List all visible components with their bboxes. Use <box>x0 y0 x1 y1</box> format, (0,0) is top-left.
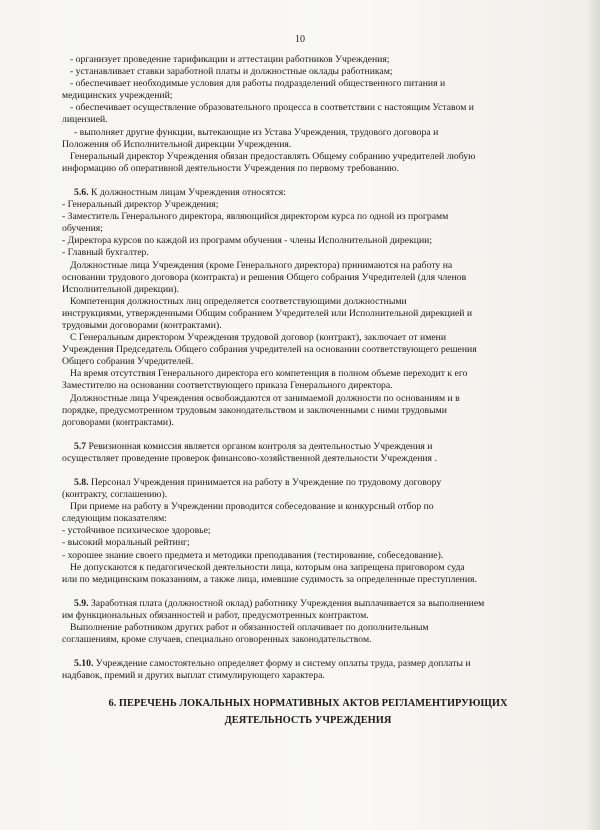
line-text: трудовыми договорами (контрактами). <box>62 319 222 331</box>
text-line <box>62 260 554 272</box>
line-text: - организует проведение тарификации и аттестации работников Учреждения; <box>70 54 390 65</box>
text-line <box>62 393 554 405</box>
line-text: следующим показателям: <box>62 513 167 525</box>
line-text: Исполнительной дирекции). <box>62 283 179 295</box>
line-text: Не допускаются к педагогической деятельности лица, которым она запрещена приговором суда <box>70 561 465 573</box>
line-text: Положения об Исполнительной дирекции Учреждения. <box>62 138 292 150</box>
text-line <box>62 211 554 223</box>
text-line <box>62 114 554 126</box>
text-line <box>62 441 554 453</box>
text-line <box>62 199 554 211</box>
text-line <box>62 247 554 259</box>
text-line <box>62 320 554 332</box>
text-line <box>62 223 554 235</box>
line-text: Общего собрания Учредителей. <box>62 356 194 368</box>
section-number: 5.6. <box>74 186 89 198</box>
text-line <box>62 54 554 66</box>
text-line <box>62 453 554 465</box>
section-heading: 6. ПЕРЕЧЕНЬ ЛОКАЛЬНЫХ НОРМАТИВНЫХ АКТОВ РЕГЛАМЕНТИРУЮЩИХ <box>108 698 508 710</box>
line-text: Должностные лица Учреждения (кроме Генерального директора) принимаются на работу на <box>70 259 453 271</box>
line-text: обучения; <box>62 223 103 235</box>
paragraph-gap <box>62 682 554 694</box>
line-text: На время отсутствия Генерального директора его компетенция в полном объеме переходит к его <box>70 368 468 380</box>
line-text: Учреждения Председатель Общего собрания учредителей на основании соответствующего решения <box>62 344 477 356</box>
text-line <box>62 634 554 646</box>
text-line <box>62 187 554 199</box>
text-line <box>62 163 554 175</box>
text-line <box>62 574 554 586</box>
text-line <box>62 332 554 344</box>
line-text: - хорошее знание своего предмета и методики преподавания (тестирование, собеседование). <box>62 549 444 561</box>
text-line <box>62 344 554 356</box>
line-text: информацию об оперативной деятельности Учреждения по первому требованию. <box>62 162 399 174</box>
document-body <box>62 54 554 727</box>
line-text: - Заместитель Генерального директора, являющийся директором курса по одной из программ <box>62 211 449 223</box>
text-line <box>62 78 554 90</box>
paragraph-gap <box>62 175 554 187</box>
section-number: 5.10. <box>74 658 94 670</box>
text-line <box>62 127 554 139</box>
text-line <box>62 658 554 670</box>
text-line <box>62 610 554 622</box>
text-line <box>62 670 554 682</box>
text-line <box>62 284 554 296</box>
line-text: - устанавливает ставки заработной платы и должностные оклады работникам; <box>70 66 393 78</box>
text-line <box>62 296 554 308</box>
page-number: 10 <box>295 34 305 45</box>
line-text: При приеме на работу в Учреждении проводится собеседование и конкурсный отбор по <box>70 501 434 513</box>
text-line <box>62 272 554 284</box>
text-line <box>62 562 554 574</box>
text-line <box>62 489 554 501</box>
line-text: договорами (контрактами). <box>62 416 174 428</box>
text-line <box>62 501 554 513</box>
text-line <box>62 66 554 78</box>
line-text: порядке, предусмотренном трудовым законодательством и заключенными с ними трудовыми <box>62 404 447 416</box>
paragraph-gap <box>62 429 554 441</box>
line-text: (контракту, соглашению). <box>62 489 168 501</box>
line-text: С Генеральным директором Учреждения трудовой договор (контракт), заключает от имени <box>70 332 446 344</box>
line-text: надбавок, премий и других выплат стимулирующего характера. <box>62 670 325 682</box>
line-text: им функциональных обязанностей и работ, предусмотренных контрактом. <box>62 609 369 621</box>
line-text: - Директора курсов по каждой из программ обучения - члены Исполнительной дирекции; <box>62 235 433 247</box>
line-text: Заместителю на основании соответствующего приказа Генерального директора. <box>62 380 393 392</box>
text-line <box>62 308 554 320</box>
section-heading: ДЕЯТЕЛЬНОСТЬ УЧРЕЖДЕНИЯ <box>224 714 392 726</box>
line-text: соглашениям, кроме случаев, специально оговоренных законодательством. <box>62 634 372 646</box>
text-line <box>62 90 554 102</box>
line-text: осуществляет проведение проверок финансово-хозяйственной деятельности Учреждения . <box>62 452 437 464</box>
line-text: Заработная плата (должностной оклад) работнику Учреждения выплачивается за выполнением <box>88 597 485 609</box>
line-text: Учреждение самостоятельно определяет форму и систему оплаты труда, размер доплаты и <box>93 658 471 670</box>
section-number: 5.9. <box>74 597 89 609</box>
text-line <box>62 151 554 163</box>
text-line <box>62 598 554 610</box>
scan-edge-shadow <box>586 0 600 830</box>
text-line <box>62 356 554 368</box>
line-text: лицензией. <box>62 114 108 126</box>
line-text: основании трудового договора (контракта) и решения Общего собрания Учредителей (для членов <box>62 271 467 283</box>
paragraph-gap <box>62 586 554 598</box>
line-text: инструкциями, утвержденными Общим собранием Учредителей или Исполнительной дирекцией и <box>62 307 473 319</box>
line-text: - обеспечивает осуществление образовательного процесса в соответствии с настоящим Уставом и <box>70 102 474 114</box>
text-line <box>62 405 554 417</box>
line-text: Ревизионная комиссия является органом контроля за деятельностью Учреждения и <box>86 440 433 452</box>
line-text: Должностные лица Учреждения освобождаются от занимаемой должности по основаниям и в <box>70 392 460 404</box>
text-line <box>62 537 554 549</box>
text-line <box>62 622 554 634</box>
section-number: 5.8. <box>74 477 89 488</box>
text-line <box>62 380 554 392</box>
text-line <box>62 139 554 151</box>
line-text: медицинских учреждений; <box>62 90 173 102</box>
paragraph-gap <box>62 646 554 658</box>
line-text: Генеральный директор Учреждения обязан предоставлять Общему собранию учредителей любую <box>70 150 476 162</box>
line-text: Компетенция должностных лиц определяется соответствующими должностными <box>70 295 407 307</box>
text-line <box>62 525 554 537</box>
text-line <box>62 102 554 114</box>
text-line <box>62 235 554 247</box>
line-text: - выполняет другие функции, вытекающие из Устава Учреждения, трудового договора и <box>74 126 439 138</box>
section-number: 5.7 <box>74 440 87 452</box>
text-line <box>62 417 554 429</box>
line-text: - Главный бухгалтер. <box>62 247 149 259</box>
line-text: - высокий моральный рейтинг; <box>62 537 190 549</box>
line-text: Выполнение работником других работ и обязанностей оплачивает по дополнительным <box>70 622 429 634</box>
paragraph-gap <box>62 465 554 477</box>
text-line <box>62 513 554 525</box>
line-text: - обеспечивает необходимые условия для работы подразделений общественного питания и <box>70 78 446 90</box>
text-line <box>62 477 554 489</box>
line-text: К должностным лицам Учреждения относятся: <box>88 186 286 198</box>
line-text: Персонал Учреждения принимается на работу в Учреждение по трудовому договору <box>88 477 442 488</box>
text-line <box>62 550 554 562</box>
line-text: или по медицинским показаниям, а также лица, имевшие судимость за определенные преступления. <box>62 573 477 585</box>
line-text: - Генеральный директор Учреждения; <box>62 199 219 211</box>
line-text: - устойчивое психическое здоровье; <box>62 525 211 537</box>
text-line <box>62 368 554 380</box>
